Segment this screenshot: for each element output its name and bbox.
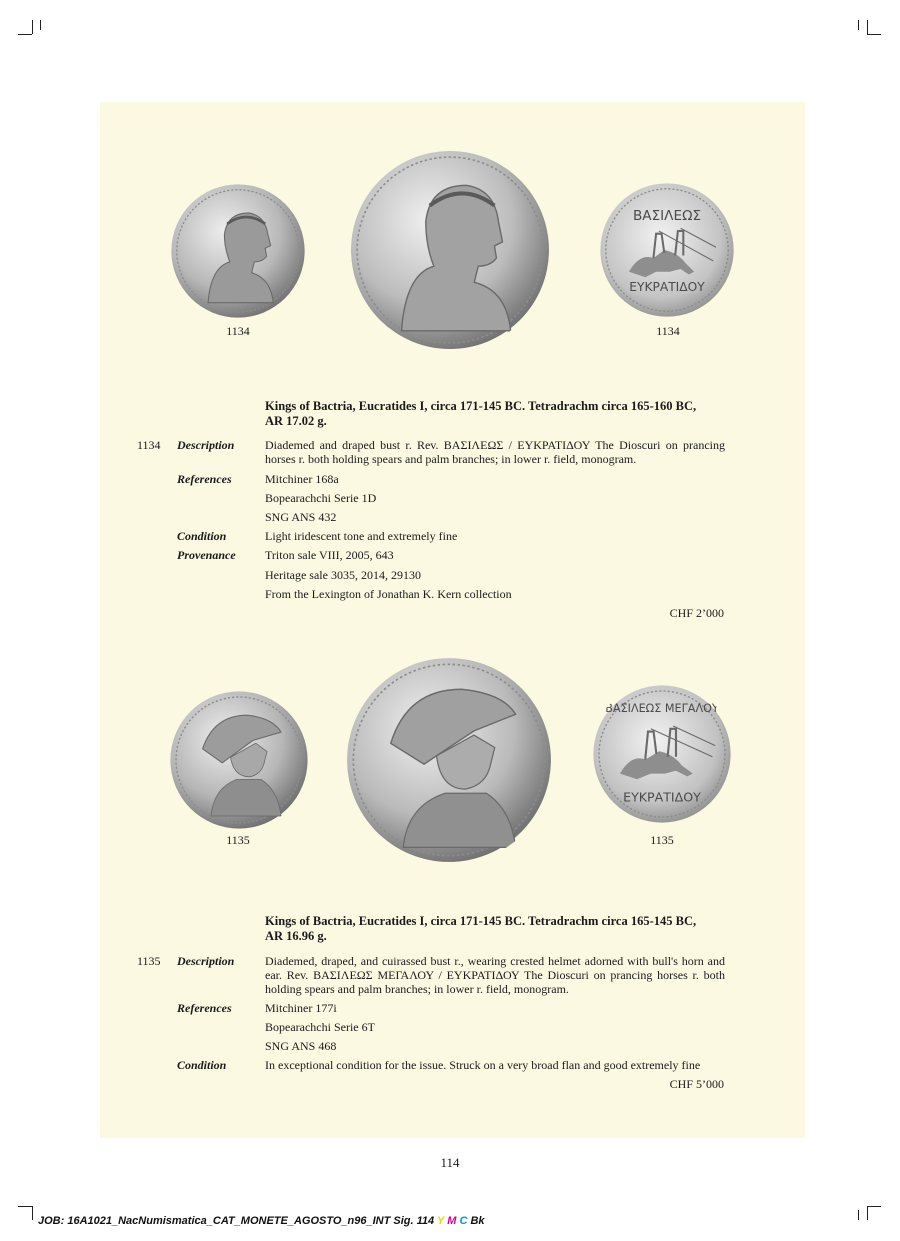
description-label: Description bbox=[177, 438, 235, 452]
crop-mark-bottom-left bbox=[18, 1206, 32, 1207]
provenance-item: From the Lexington of Jonathan K. Kern collection bbox=[265, 587, 512, 601]
lot-number: 1135 bbox=[137, 954, 161, 968]
lot-title bbox=[265, 399, 725, 429]
coin-legend-bottom: ΕΥΚΡΑΤΙΔΟΥ bbox=[623, 789, 701, 805]
provenance-item: Heritage sale 3035, 2014, 29130 bbox=[265, 568, 421, 582]
reference-item: SNG ANS 468 bbox=[265, 1039, 337, 1053]
job-text: JOB: 16A1021_NacNumismatica_CAT_MONETE_AGOSTO_n96_INT Sig. 114 bbox=[38, 1215, 435, 1227]
image-label: 1135 bbox=[226, 833, 250, 847]
crop-mark-top-left bbox=[18, 34, 32, 35]
provenance-label: Provenance bbox=[177, 548, 236, 562]
condition-label: Condition bbox=[177, 1058, 227, 1072]
lot-title-line: AR 17.02 g. bbox=[265, 414, 327, 428]
image-label: 1135 bbox=[650, 833, 674, 847]
reference-item: Mitchiner 177i bbox=[265, 1001, 337, 1015]
coin-legend-top: ΒΑΣΙΛΕΩΣ bbox=[632, 208, 702, 225]
description-text: Diademed and draped bust r. Rev. ΒΑΣΙΛΕΩΣ / ΕΥΚΡΑΤΙΔΟΥ The Dioscuri on prancing horses r. both holding spears and palm branches; in lower r. field, monogram. bbox=[265, 438, 725, 466]
print-job-slug bbox=[38, 1215, 485, 1227]
crop-mark-top-right bbox=[867, 20, 868, 34]
lot-title-line: Kings of Bactria, Eucratides I, circa 171-145 BC. Tetradrachm circa 165-160 BC, bbox=[265, 399, 697, 413]
crop-mark-bottom-right bbox=[858, 1210, 859, 1220]
description-label: Description bbox=[177, 954, 235, 968]
coin-1135-obverse-small bbox=[168, 690, 310, 830]
condition-text: Light iridescent tone and extremely fine bbox=[265, 529, 458, 543]
reference-item: Mitchiner 168a bbox=[265, 472, 339, 486]
crop-mark-top-right bbox=[858, 20, 859, 30]
lot-number: 1134 bbox=[137, 438, 161, 452]
coin-1134-obverse-small bbox=[170, 183, 306, 319]
description-text: Diademed, draped, and cuirassed bust r., wearing crested helmet adorned with bull's horn and ear. Rev. ΒΑΣΙΛΕΩΣ ΜΕΓΑΛΟΥ / ΕΥΚΡΑΤΙΔΟΥ The Dioscuri on prancing horses r. both holding spears and palm branches; in lower r. field, monogram. bbox=[265, 954, 725, 996]
coin-1134-reverse bbox=[599, 182, 735, 318]
image-label: 1134 bbox=[656, 324, 680, 338]
estimate-price: CHF 5’000 bbox=[669, 1077, 724, 1091]
references-label: References bbox=[177, 472, 232, 486]
crop-mark-bottom-right bbox=[867, 1206, 868, 1220]
cmyk-m: M bbox=[447, 1215, 457, 1227]
provenance-item: Triton sale VIII, 2005, 643 bbox=[265, 548, 394, 562]
reference-item: Bopearachchi Serie 6T bbox=[265, 1020, 375, 1034]
coin-legend-bottom: ΕΥΚΡΑΤΙΔΟΥ bbox=[629, 279, 705, 294]
coin-1135-reverse bbox=[588, 684, 736, 824]
reference-item: Bopearachchi Serie 1D bbox=[265, 491, 377, 505]
cmyk-c: C bbox=[459, 1215, 468, 1227]
lot-title-line: AR 16.96 g. bbox=[265, 929, 327, 943]
lot-title bbox=[265, 914, 725, 944]
cmyk-k: Bk bbox=[470, 1215, 485, 1227]
crop-mark-bottom-right bbox=[867, 1206, 881, 1207]
lot-title-line: Kings of Bactria, Eucratides I, circa 171-145 BC. Tetradrachm circa 165-145 BC, bbox=[265, 914, 697, 928]
condition-text: In exceptional condition for the issue. Struck on a very broad flan and good extremely fine bbox=[265, 1058, 701, 1072]
crop-mark-top-right bbox=[867, 34, 881, 35]
crop-mark-top-left bbox=[40, 20, 41, 30]
references-label: References bbox=[177, 1001, 232, 1015]
estimate-price: CHF 2’000 bbox=[669, 606, 724, 620]
cmyk-y: Y bbox=[437, 1215, 445, 1227]
coin-legend-top: ΒΑΣΙΛΕΩΣ ΜΕΓΑΛΟΥ bbox=[605, 702, 719, 715]
coin-1135-obverse-enlarged bbox=[343, 656, 555, 864]
page-number: 114 bbox=[440, 1155, 460, 1170]
coin-1134-obverse-enlarged bbox=[349, 149, 551, 351]
image-label: 1134 bbox=[226, 324, 250, 338]
reference-item: SNG ANS 432 bbox=[265, 510, 337, 524]
crop-mark-bottom-left bbox=[32, 1206, 33, 1220]
condition-label: Condition bbox=[177, 529, 227, 543]
crop-mark-top-left bbox=[32, 20, 33, 34]
